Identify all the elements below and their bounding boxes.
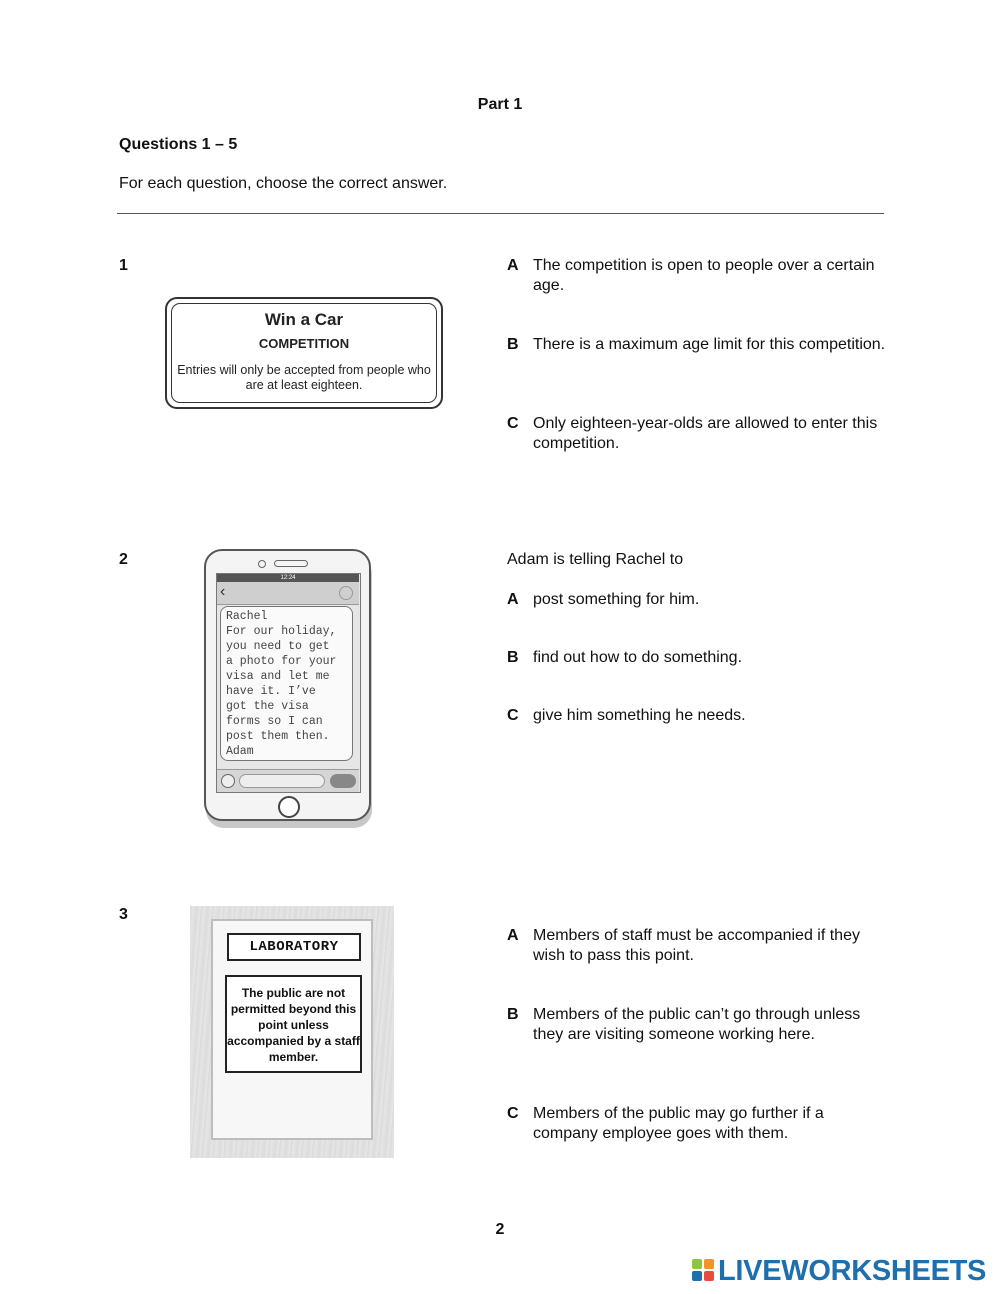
- nav-bar: [217, 582, 359, 605]
- option-text: give him something he needs.: [533, 707, 746, 724]
- divider: [117, 213, 884, 214]
- home-button-icon: [278, 796, 300, 818]
- question-2-option-a[interactable]: [507, 590, 887, 610]
- option-letter: C: [507, 415, 519, 432]
- liveworksheets-logo[interactable]: [692, 1256, 986, 1286]
- option-text: Members of staff must be accompanied if they wish to pass this point.: [533, 927, 860, 964]
- send-button-icon: [330, 774, 356, 788]
- questions-heading: Questions 1 – 5: [119, 136, 238, 153]
- question-1-option-c[interactable]: [507, 414, 887, 454]
- message-bubble: Rachel For our holiday, you need to get a photo for your visa and let me have it. I’ve got the visa forms so I can post them then. Adam: [220, 606, 353, 761]
- back-chevron-icon: ‹: [220, 583, 226, 600]
- sign-title: LABORATORY: [227, 933, 361, 961]
- question-3-number: 3: [119, 906, 128, 923]
- part-title: Part 1: [477, 96, 523, 113]
- camera-icon: [221, 774, 235, 788]
- question-3-option-c[interactable]: [507, 1104, 887, 1144]
- option-text: Members of the public may go further if a company employee goes with them.: [533, 1105, 824, 1142]
- question-3-option-a[interactable]: [507, 926, 887, 966]
- sign-subtitle: COMPETITION: [258, 336, 350, 351]
- question-2-number: 2: [119, 551, 128, 568]
- logo-mark-icon: [692, 1259, 716, 1283]
- option-letter: A: [507, 591, 519, 608]
- question-3-option-b[interactable]: [507, 1005, 887, 1045]
- option-letter: B: [507, 1006, 519, 1023]
- camera-icon: [258, 560, 266, 568]
- question-2-option-c[interactable]: [507, 706, 887, 726]
- option-letter: B: [507, 336, 519, 353]
- question-1-number: 1: [119, 257, 128, 274]
- option-text: The competition is open to people over a certain age.: [533, 257, 875, 294]
- status-bar-time: 12:24: [217, 574, 359, 582]
- option-text: Only eighteen-year-olds are allowed to enter this competition.: [533, 415, 878, 452]
- question-2-stem: Adam is telling Rachel to: [507, 551, 684, 568]
- option-text: find out how to do something.: [533, 649, 743, 666]
- question-2-option-b[interactable]: [507, 648, 887, 668]
- option-text: post something for him.: [533, 591, 700, 608]
- question-1-option-a[interactable]: [507, 256, 887, 296]
- phone-illustration: [204, 549, 371, 821]
- option-letter: A: [507, 927, 519, 944]
- option-text: There is a maximum age limit for this competition.: [533, 336, 886, 353]
- option-letter: C: [507, 707, 519, 724]
- instruction-text: For each question, choose the correct answer.: [119, 175, 448, 192]
- question-1-option-b[interactable]: [507, 335, 887, 355]
- logo-text: LIVEWORKSHEETS: [718, 1255, 987, 1287]
- sign-body: Entries will only be accepted from people who are at least eighteen.: [177, 363, 431, 392]
- sign-body: The public are not permitted beyond this point unless accompanied by a staff member.: [225, 975, 362, 1073]
- option-text: Members of the public can’t go through unless they are visiting someone working here.: [533, 1006, 861, 1043]
- competition-sign: [165, 297, 443, 409]
- contact-icon: [339, 586, 353, 600]
- laboratory-sign: [211, 919, 373, 1140]
- option-letter: B: [507, 649, 519, 666]
- message-input: [239, 774, 325, 788]
- phone-screen: [216, 573, 361, 793]
- message-bar: [217, 769, 359, 792]
- option-letter: C: [507, 1105, 519, 1122]
- speaker-icon: [274, 560, 308, 567]
- page-number: 2: [495, 1221, 505, 1238]
- option-letter: A: [507, 257, 519, 274]
- sign-title: Win a Car: [264, 310, 344, 329]
